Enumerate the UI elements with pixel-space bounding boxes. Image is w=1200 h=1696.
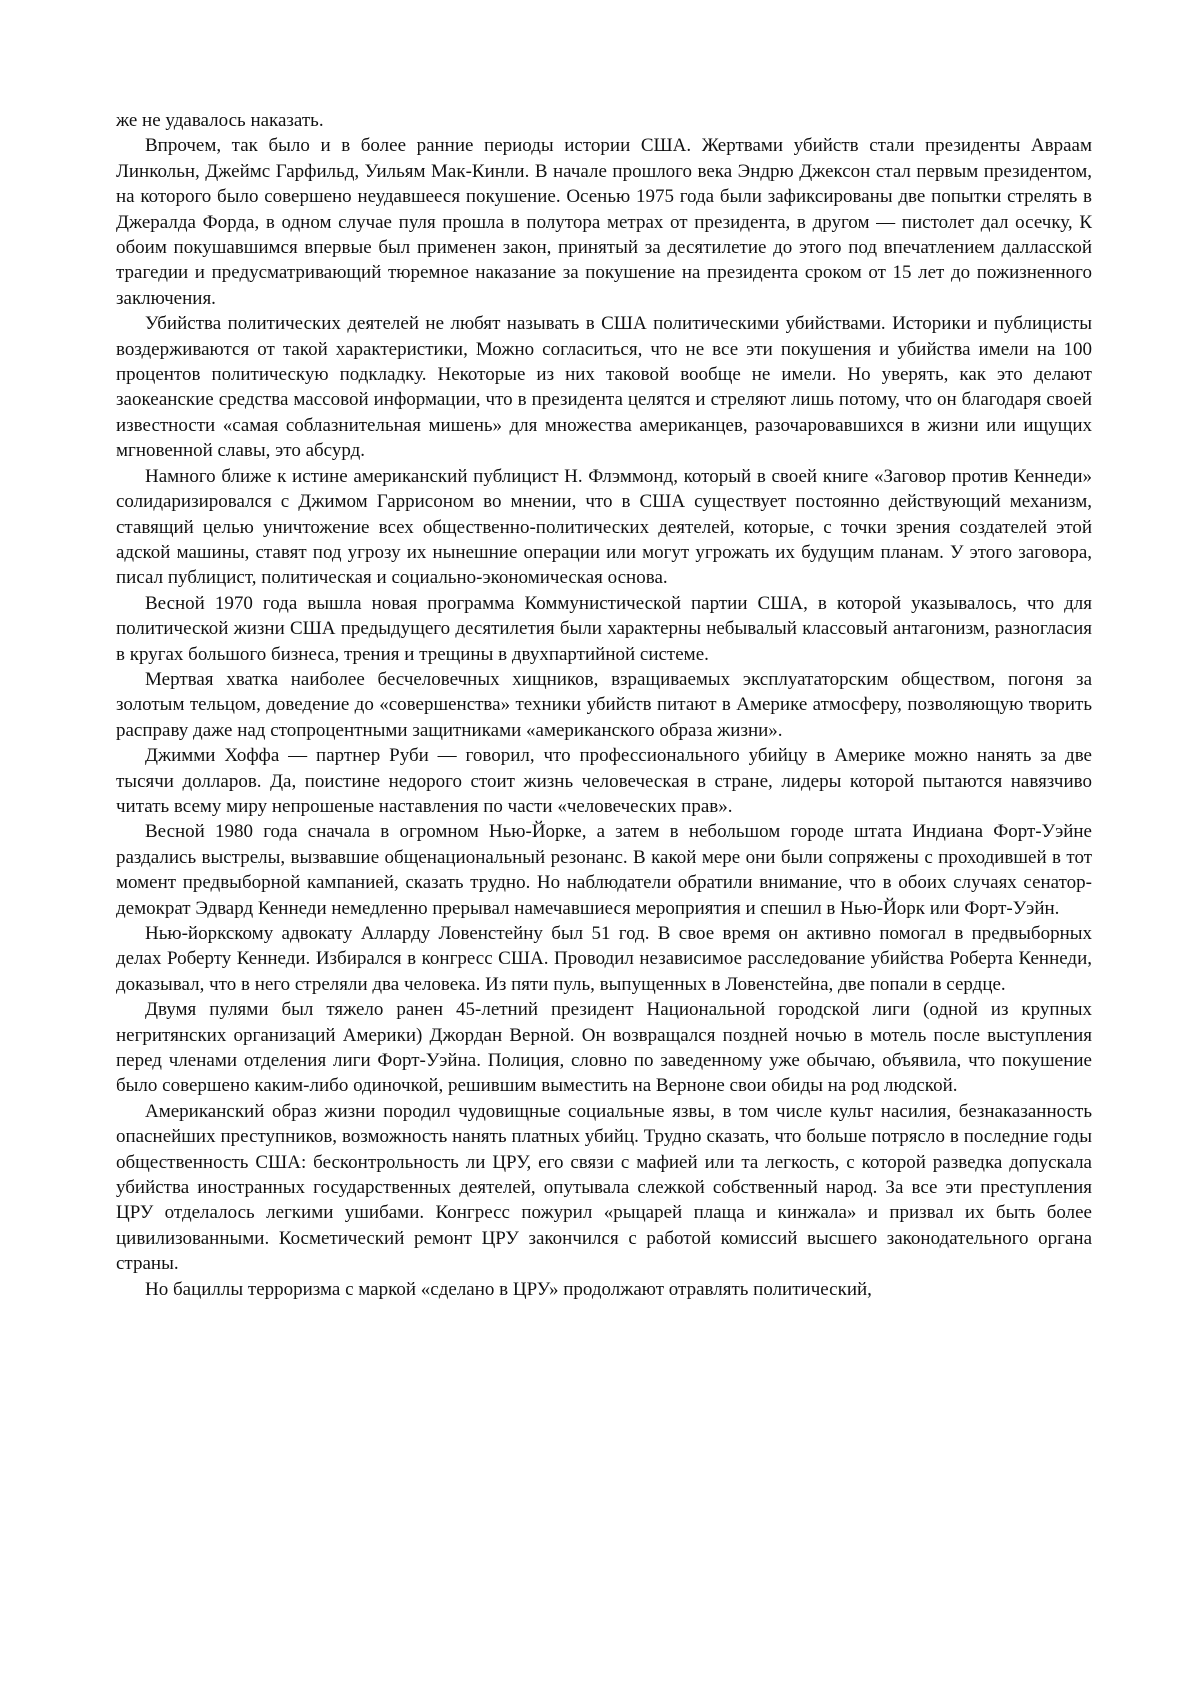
paragraph: Нью-йоркскому адвокату Алларду Ловенстейну был 51 год. В свое время он активно помогал в предвыборных делах Роберту Кеннеди. Избирался в конгресс США. Проводил независимое расследование убийства Роберта Кеннеди, доказывал, что в него стреляли два человека. Из пяти пуль, выпущенных в Ловенстейна, две попали в сердце. (116, 923, 1092, 995)
document-page (116, 108, 1092, 1302)
paragraph: Мертвая хватка наиболее бесчеловечных хищников, взращиваемых эксплуататорским обществом, погоня за золотым тельцом, доведение до «совершенства» техники убийств питают в Америке атмосферу, позволяющую творить расправу даже над стопроцентными защитниками «американского образа жизни». (116, 668, 1092, 741)
paragraph: Убийства политических деятелей не любят называть в США политическими убийствами. Историки и публицисты воздерживаются от такой характеристики, Можно согласиться, что не все эти покушения и убийства имели на 100 процентов политическую подкладку. Некоторые из них таковой вообще не имели. Но уверять, как это делают заокеанские средства массовой информации, что в президента целятся и стреляют лишь потому, что он благодаря своей известности «самая соблазнительная мишень» для множества американцев, разочаровавшихся в жизни или ищущих мгновенной славы, это абсурд. (116, 313, 1092, 462)
paragraph: Двумя пулями был тяжело ранен 45-летний президент Национальной городской лиги (одной из крупных негритянских организаций Америки) Джордан Верной. Он возвращался поздней ночью в мотель после выступления перед членами отделения лиги Форт-Уэйна. Полиция, словно по заведенному уже обычаю, объявила, что покушение было совершено каким-либо одиночкой, решившим выместить на Верноне свои обиды на род людской. (116, 999, 1092, 1097)
paragraph: Впрочем, так было и в более ранние периоды истории США. Жертвами убийств стали президенты Авраам Линкольн, Джеймс Гарфильд, Уильям Мак-Кинли. В начале прошлого века Эндрю Джексон стал первым президентом, на которого было совершено неудавшееся покушение. Осенью 1975 года были зафиксированы две попытки стрелять в Джералда Форда, в одном случае пуля прошла в полутора метрах от президента, в другом — пистолет дал осечку, К обоим покушавшимся впервые был применен закон, принятый за десятилетие до этого под впечатлением далласской трагедии и предусматривающий тюремное наказание за покушение на президента сроком от 15 лет до пожизненного заключения. (116, 135, 1092, 309)
paragraph: Джимми Хоффа — партнер Руби — говорил, что профессионального убийцу в Америке можно нанять за две тысячи долларов. Да, поистине недорого стоит жизнь человеческая в стране, лидеры которой пытаются навязчиво читать всему миру непрошеные наставления по части «человеческих прав». (116, 745, 1092, 817)
paragraph-continuation: же не удавалось наказать. (116, 110, 324, 131)
paragraph: Весной 1980 года сначала в огромном Нью-Йорке, а затем в небольшом городе штата Индиана Форт-Уэйне раздались выстрелы, вызвавшие общенациональный резонанс. В какой мере они были сопряжены с проходившей в тот момент предвыборной кампанией, сказать трудно. Но наблюдатели обратили внимание, что в обоих случаях сенатор-демократ Эдвард Кеннеди немедленно прерывал намечавшиеся мероприятия и спешил в Нью-Йорк или Форт-Уэйн. (116, 821, 1092, 919)
paragraph-last: Но бациллы терроризма с маркой «сделано в ЦРУ» продолжают отравлять политический, (145, 1278, 872, 1300)
paragraph: Весной 1970 года вышла новая программа Коммунистической партии США, в которой указывалось, что для политической жизни США предыдущего десятилетия были характерны небывалый классовый антагонизм, разногласия в кругах большого бизнеса, трения и трещины в двухпартийной системе. (116, 592, 1092, 665)
paragraph: Намного ближе к истине американский публицист Н. Флэммонд, который в своей книге «Заговор против Кеннеди» солидаризировался с Джимом Гаррисоном во мнении, что в США существует постоянно действующий механизм, ставящий целью уничтожение всех общественно-политических деятелей, которые, с точки зрения создателей этой адской машины, ставят под угрозу их нынешние операции или могут угрожать их будущим планам. У этого заговора, писал публицист, политическая и социально-экономическая основа. (116, 465, 1092, 589)
paragraph: Американский образ жизни породил чудовищные социальные язвы, в том числе культ насилия, безнаказанность опаснейших преступников, возможность нанять платных убийц. Трудно сказать, что больше потрясло в последние годы общественность США: бесконтрольность ли ЦРУ, его связи с мафией или та легкость, с которой разведка допускала убийства иностранных государственных деятелей, опутывала слежкой собственный народ. За все эти преступления ЦРУ отделалось легкими ушибами. Конгресс пожурил «рыцарей плаща и кинжала» и призвал их быть более цивилизованными. Косметический ремонт ЦРУ закончился с работой комиссий высшего законодательного органа страны. (116, 1100, 1092, 1275)
